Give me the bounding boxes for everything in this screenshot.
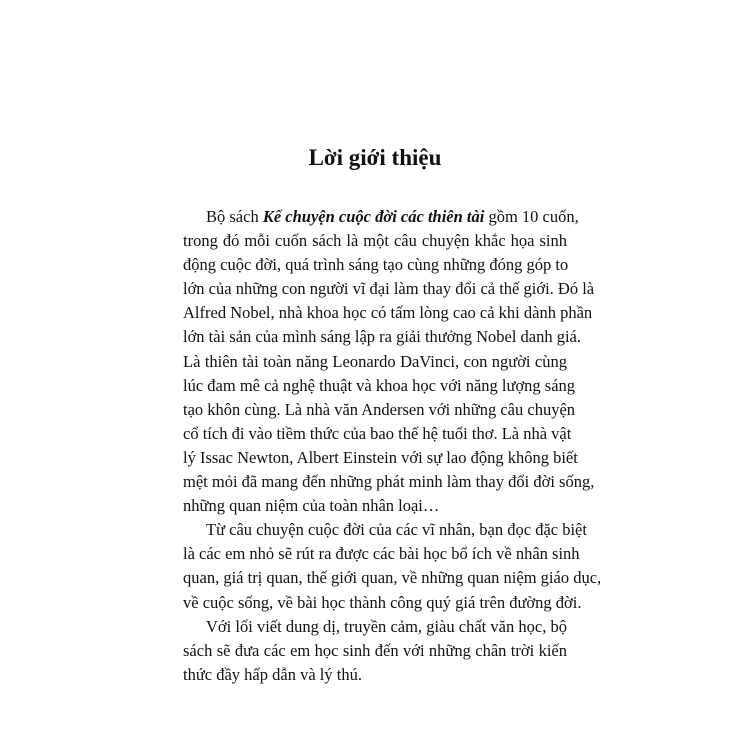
text-run: gồm 10 cuốn,: [484, 207, 579, 226]
paragraph: [183, 615, 567, 687]
text-line: Với lối viết dung dị, truyền cảm, giàu chất văn học, bộ: [206, 616, 567, 636]
text-line: về cuộc sống, về bài học thành công quý giá trên đường đời.: [183, 592, 582, 612]
text-line: quan, giá trị quan, thế giới quan, về những quan niệm giáo dục,: [183, 568, 602, 588]
text-line: động cuộc đời, quá trình sáng tạo cùng những đóng góp to: [183, 255, 569, 275]
introduction-body: [183, 205, 602, 687]
text-line: lý Issac Newton, Albert Einstein với sự lao động không biết: [183, 447, 578, 467]
text-line: Là thiên tài toàn năng Leonardo DaVinci, con người cùng: [183, 351, 567, 371]
text-line: [183, 205, 579, 229]
text-line: mệt mỏi đã mang đến những phát minh làm thay đổi đời sống,: [183, 472, 595, 492]
text-line: lúc đam mê cả nghệ thuật và khoa học với năng lượng sáng: [183, 375, 576, 395]
paragraph: [183, 205, 595, 518]
text-line: tạo khôn cùng. Là nhà văn Andersen với những câu chuyện: [183, 399, 576, 419]
text-line: thức đầy hấp dẫn và lý thú.: [183, 664, 362, 684]
text-line: cổ tích đi vào tiềm thức của bao thế hệ tuổi thơ. Là nhà vật: [183, 423, 572, 443]
text-line: sách sẽ đưa các em học sinh đến với những chân trời kiến: [183, 640, 567, 660]
text-line: trong đó mỗi cuốn sách là một câu chuyện khắc họa sinh: [183, 231, 567, 251]
text-line: là các em nhỏ sẽ rút ra được các bài học bổ ích về nhân sinh: [183, 544, 580, 564]
text-run: Bộ sách: [206, 207, 263, 226]
text-line: Từ câu chuyện cuộc đời của các vĩ nhân, bạn đọc đặc biệt: [206, 520, 587, 540]
text-line: lớn tài sản của mình sáng lập ra giải thưởng Nobel danh giá.: [183, 327, 582, 347]
text-line: Alfred Nobel, nhà khoa học có tấm lòng cao cả khi dành phần: [183, 303, 593, 323]
text-line: lớn của những con người vĩ đại làm thay đổi cả thế giới. Đó là: [183, 279, 595, 299]
series-title: Kể chuyện cuộc đời các thiên tài: [262, 207, 485, 226]
paragraph: [183, 518, 602, 614]
page-title: Lời giới thiệu: [308, 145, 442, 170]
text-line: những quan niệm của toàn nhân loại…: [183, 496, 440, 516]
